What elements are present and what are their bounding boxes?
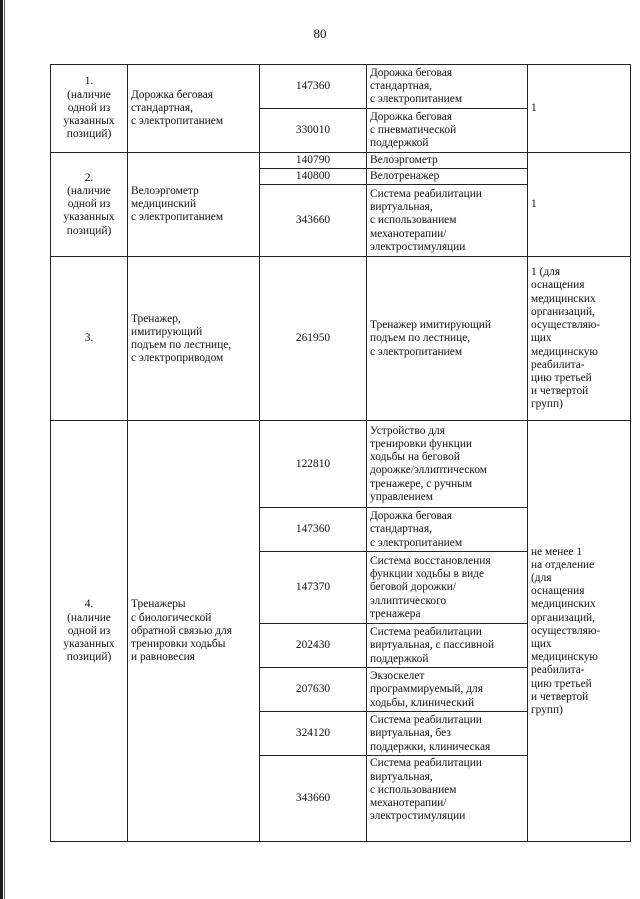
code-cell: 261950	[260, 257, 367, 421]
code-cell: 147360	[260, 508, 367, 552]
code-cell: 330010	[260, 109, 367, 153]
description-cell: Дорожка беговая стандартная, с электропитанием	[367, 65, 528, 109]
description-cell: Дорожка беговая с пневматической поддержкой	[367, 109, 528, 153]
description-cell: Тренажер имитирующий подъем по лестнице, с электропитанием	[367, 257, 528, 421]
table-row	[51, 257, 631, 421]
quantity-cell: не менее 1 на отделение (для оснащения медицинских организаций, осуществляю- щих медицинскую реабилита- цию третьей и четвертой групп)	[528, 421, 631, 842]
equipment-name-cell: Дорожка беговая стандартная, с электропитанием	[128, 65, 260, 153]
description-cell: Система реабилитации виртуальная, с использованием механотерапии/ электростимуляции	[367, 756, 528, 842]
code-cell: 122810	[260, 421, 367, 508]
quantity-cell: 1 (для оснащения медицинских организаций, осуществляю- щих медицинскую реабилита- цию третьей и четвертой групп)	[528, 257, 631, 421]
table-row	[51, 421, 631, 508]
description-cell: Экзоскелет программируемый, для ходьбы, клинический	[367, 668, 528, 712]
code-cell: 343660	[260, 756, 367, 842]
description-cell: Устройство для тренировки функции ходьбы на беговой дорожке/эллиптическом тренажере, с ручным управлением	[367, 421, 528, 508]
quantity-cell: 1	[528, 65, 631, 153]
description-cell: Велоэргометр	[367, 153, 528, 169]
description-cell: Система реабилитации виртуальная, с пассивной поддержкой	[367, 624, 528, 668]
description-cell: Система реабилитации виртуальная, с использованием механотерапии/ электростимуляции	[367, 185, 528, 257]
scan-edge	[0, 0, 3, 899]
equipment-name-cell: Тренажер, имитирующий подъем по лестнице, с электроприводом	[128, 257, 260, 421]
code-cell: 202430	[260, 624, 367, 668]
code-cell: 324120	[260, 712, 367, 756]
quantity-cell: 1	[528, 153, 631, 257]
code-cell: 140790	[260, 153, 367, 169]
description-cell: Дорожка беговая стандартная, с электропитанием	[367, 508, 528, 552]
description-cell: Велотренажер	[367, 169, 528, 185]
code-cell: 140800	[260, 169, 367, 185]
row-number-cell: 1. (наличие одной из указанных позиций)	[51, 65, 128, 153]
row-number-cell: 4. (наличие одной из указанных позиций)	[51, 421, 128, 842]
page-number: 80	[313, 26, 327, 41]
row-number-cell: 2. (наличие одной из указанных позиций)	[51, 153, 128, 257]
code-cell: 147370	[260, 552, 367, 624]
description-cell: Система реабилитации виртуальная, без поддержки, клиническая	[367, 712, 528, 756]
equipment-name-cell: Велоэргометр медицинский с электропитанием	[128, 153, 260, 257]
equipment-name-cell: Тренажеры с биологической обратной связью для тренировки ходьбы и равновесия	[128, 421, 260, 842]
row-number-cell: 3.	[51, 257, 128, 421]
table-row	[51, 153, 631, 169]
table-row	[51, 65, 631, 109]
code-cell: 207630	[260, 668, 367, 712]
code-cell: 343660	[260, 185, 367, 257]
equipment-table	[50, 64, 631, 842]
code-cell: 147360	[260, 65, 367, 109]
description-cell: Система восстановления функции ходьбы в виде беговой дорожки/ эллиптического тренажера	[367, 552, 528, 624]
scan-edge-line	[4, 0, 5, 899]
